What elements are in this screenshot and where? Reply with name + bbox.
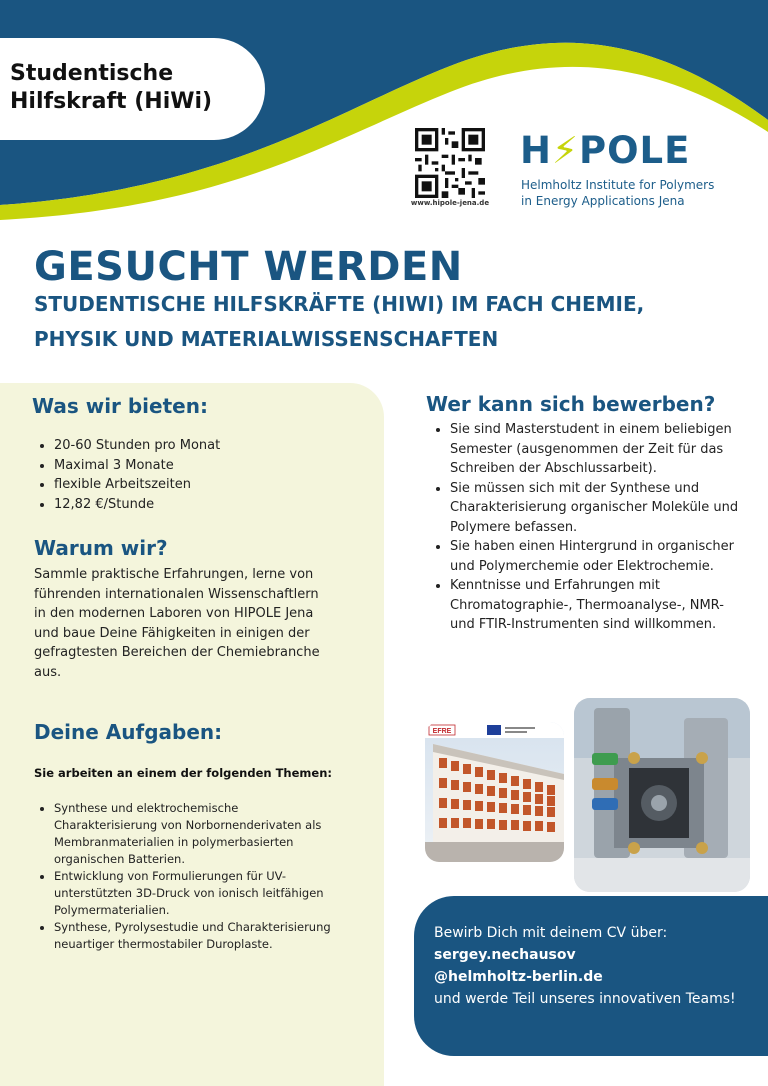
task-item: • Entwicklung von Formulierungen für UV-unterstützten 3D-Druck von ionisch leitfähigen Polymermaterialien. <box>54 868 344 919</box>
task-item: • Synthese und elektrochemische Charakterisierung von Norbornenderivaten als Membranmaterialien in polymerbasierten organischen Batterien. <box>54 800 344 868</box>
bolt-icon: ⚡ <box>551 129 579 172</box>
why-heading: Warum wir? <box>34 536 168 560</box>
logo-subtitle-line2: in Energy Applications Jena <box>521 194 685 208</box>
job-title-line2: Hilfskraft (HiWi) <box>10 89 213 114</box>
offer-heading: Was wir bieten: <box>32 394 208 418</box>
apply-item: • Kenntnisse und Erfahrungen mit Chromatographie-, Thermoanalyse-, NMR- und FTIR-Instrumenten sind willkommen. <box>450 576 750 635</box>
tasks-heading: Deine Aufgaben: <box>34 720 223 744</box>
tasks-list <box>34 800 344 953</box>
hipole-logo: H⚡POLE <box>520 129 691 172</box>
offer-list <box>34 436 354 514</box>
qr-code[interactable] <box>415 128 485 198</box>
subheadline-line1: STUDENTISCHE HILFSKRÄFTE (HIWI) IM FACH CHEMIE, <box>34 292 645 316</box>
contact-email-part2[interactable]: @helmholtz-berlin.de <box>434 969 603 985</box>
offer-item: • 12,82 €/Stunde <box>54 495 354 515</box>
why-text: Sammle praktische Erfahrungen, lerne von führenden internationalen Wissenschaftlern in den modernen Laboren von HIPOLE Jena und baue Deine Fähigkeiten in einigen der gefragtesten Bereichen der Chemiebranche aus. <box>34 567 320 680</box>
cta-line2: und werde Teil unseres innovativen Teams! <box>434 991 736 1007</box>
apply-heading: Wer kann sich bewerben? <box>426 392 716 416</box>
qr-url-label[interactable]: www.hipole-jena.de <box>410 199 490 207</box>
apply-list <box>430 420 750 635</box>
tasks-intro: Sie arbeiten an einem der folgenden Themen: <box>34 766 332 780</box>
contact-email-part1[interactable]: sergey.nechausov <box>434 947 576 963</box>
offer-item: • Maximal 3 Monate <box>54 456 354 476</box>
lab-equipment-photo <box>574 698 750 892</box>
efre-label: EFRE <box>432 728 452 735</box>
cta-line1: Bewirb Dich mit deinem CV über: <box>434 925 668 941</box>
apply-item: • Sie haben einen Hintergrund in organischer und Polymerchemie oder Elektrochemie. <box>450 537 750 576</box>
offer-item: • flexible Arbeitszeiten <box>54 475 354 495</box>
task-item: • Synthese, Pyrolysestudie und Charakterisierung neuartiger thermostabiler Duroplaste. <box>54 919 344 953</box>
subheadline-line2: PHYSIK UND MATERIALWISSENSCHAFTEN <box>34 327 499 351</box>
offer-item: • 20-60 Stunden pro Monat <box>54 436 354 456</box>
logo-subtitle-line1: Helmholtz Institute for Polymers <box>521 178 715 192</box>
apply-cta-box <box>414 896 768 1056</box>
job-title-badge <box>0 38 265 140</box>
apply-item: • Sie sind Masterstudent in einem beliebigen Semester (ausgenommen der Zeit für das Schreiben der Abschlussarbeit). <box>450 420 750 479</box>
job-title-line1: Studentische <box>10 61 174 86</box>
building-photo <box>425 722 564 862</box>
apply-item: • Sie müssen sich mit der Synthese und Charakterisierung organischer Moleküle und Polymere befassen. <box>450 479 750 538</box>
page-headline: GESUCHT WERDEN <box>34 244 463 290</box>
